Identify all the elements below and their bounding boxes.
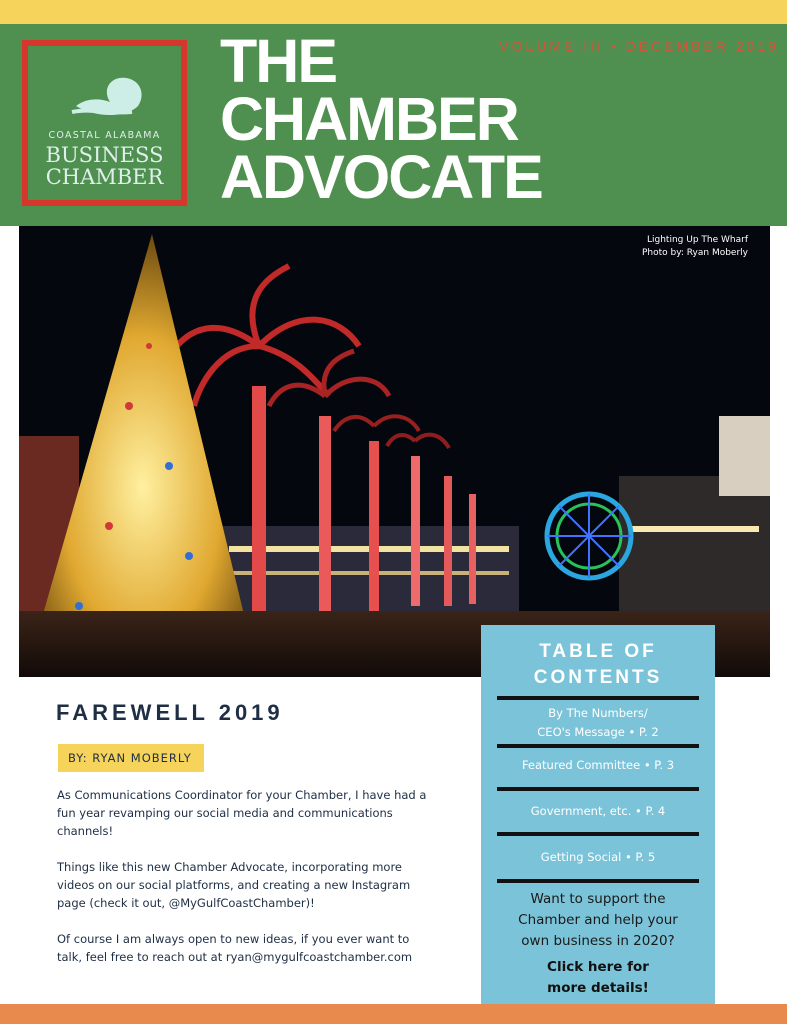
promo-line: Chamber and help your (518, 912, 678, 928)
toc-item-by-the-numbers[interactable] (481, 704, 715, 742)
author-byline: BY: RYAN MOBERLY (58, 744, 204, 772)
link-line: more details! (547, 980, 649, 996)
title-line: THE (220, 27, 336, 95)
toc-divider (497, 879, 699, 883)
link-line: Click here for (547, 959, 649, 975)
article-paragraph: As Communications Coordinator for your Chamber, I have had a fun year revamping our social media and communications channels! (57, 788, 427, 838)
support-promo (481, 889, 715, 952)
cover-photo (19, 226, 770, 677)
toc-item-featured-committee[interactable]: Featured Committee • P. 3 (521, 758, 675, 772)
toc-heading (481, 639, 715, 691)
logo-text-business: BUSINESS (45, 143, 164, 167)
issue-volume-date: VOLUME III • DECEMBER 2019 (499, 38, 779, 54)
wharf-christmas-scene-icon (19, 226, 770, 677)
logo-text-coastal-alabama: COASTAL ALABAMA (48, 130, 161, 141)
bottom-orange-stripe (0, 1004, 787, 1024)
toc-item-government[interactable]: Government, etc. • P. 4 (530, 804, 666, 818)
logo-text-chamber: CHAMBER (45, 165, 164, 189)
click-here-link[interactable] (481, 957, 715, 999)
toc-divider (497, 787, 699, 791)
title-line: CHAMBER (220, 85, 518, 153)
top-yellow-stripe (0, 0, 787, 24)
chamber-logo (22, 40, 187, 206)
toc-item-line: By The Numbers/ (548, 706, 648, 720)
newsletter-title (220, 27, 542, 211)
toc-divider (497, 832, 699, 836)
article-paragraph: Things like this new Chamber Advocate, incorporating more videos on our social platforms, and creating a new Instagram page (check it out, @MyGulfCoastChamber)! (57, 860, 411, 910)
promo-line: own business in 2020? (521, 933, 675, 949)
toc-divider (497, 696, 699, 700)
toc-heading-line: TABLE OF (539, 641, 657, 662)
title-line: ADVOCATE (220, 143, 542, 211)
toc-item-line: CEO's Message • P. 2 (537, 725, 659, 739)
table-of-contents (481, 625, 715, 1005)
caption-credit: Photo by: Ryan Moberly (641, 248, 748, 258)
caption-title: Lighting Up The Wharf (647, 235, 748, 245)
article-title: FAREWELL 2019 (56, 700, 284, 725)
promo-line: Want to support the (530, 891, 666, 907)
photo-caption (642, 234, 748, 260)
article-paragraph: Of course I am always open to new ideas, if you ever want to talk, feel free to reach out at ryan@mygulfcoastchamber.com (57, 932, 413, 964)
toc-heading-line: CONTENTS (533, 667, 663, 688)
wave-logo-icon (66, 68, 146, 128)
toc-divider (497, 744, 699, 748)
toc-item-getting-social[interactable]: Getting Social • P. 5 (540, 850, 656, 864)
